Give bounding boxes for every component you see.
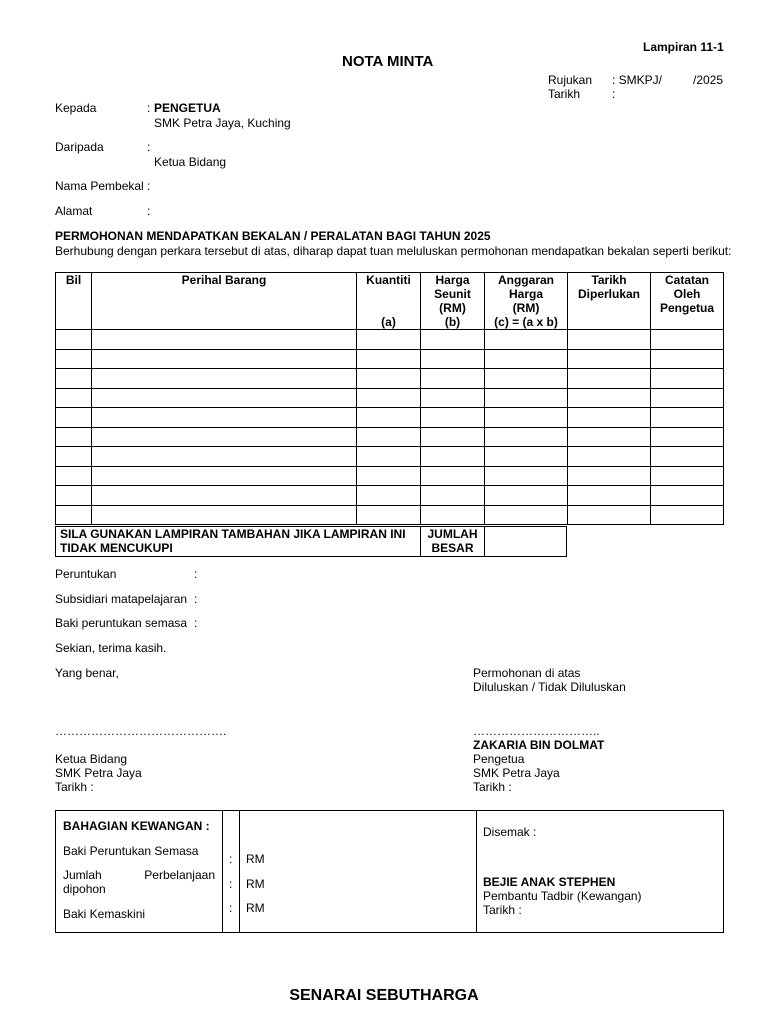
left-role: Ketua Bidang (55, 752, 128, 766)
ref-value: : SMKPJ/ (612, 73, 663, 87)
from-colon: : (147, 140, 151, 154)
table-row (56, 427, 724, 447)
table-cell[interactable] (92, 388, 357, 408)
table-cell[interactable] (56, 486, 92, 506)
table-cell[interactable] (485, 447, 568, 467)
table-cell[interactable] (92, 349, 357, 369)
table-cell[interactable] (357, 505, 421, 525)
table-row (56, 486, 724, 506)
finance-section (55, 810, 724, 933)
subsidiary-label: Subsidiari matapelajaran (55, 592, 188, 606)
table-cell[interactable] (651, 466, 724, 486)
table-cell[interactable] (568, 388, 651, 408)
table-row (56, 447, 724, 467)
signature-line-left: ……………………………………. (55, 724, 227, 738)
items-table (55, 272, 724, 525)
table-cell[interactable] (421, 505, 485, 525)
table-cell[interactable] (92, 466, 357, 486)
table-cell[interactable] (92, 369, 357, 389)
table-cell[interactable] (56, 466, 92, 486)
balance-colon: : (194, 616, 198, 630)
officer-date: Tarikh : (483, 903, 522, 917)
balance-label: Baki peruntukan semasa (55, 616, 188, 630)
grand-total-value[interactable] (485, 527, 567, 557)
table-cell[interactable] (56, 408, 92, 428)
principal-name: ZAKARIA BIN DOLMAT (473, 738, 605, 752)
table-cell[interactable] (357, 447, 421, 467)
table-cell[interactable] (92, 447, 357, 467)
ref-year: /2025 (693, 73, 724, 87)
address-label: Alamat (55, 204, 93, 218)
table-cell[interactable] (421, 408, 485, 428)
principal-school: SMK Petra Jaya (473, 766, 560, 780)
table-cell[interactable] (56, 330, 92, 350)
col-item: Perihal Barang (92, 273, 357, 330)
to-colon: : (147, 101, 151, 115)
approval-text-2: Diluluskan / Tidak Diluluskan (473, 680, 626, 694)
table-cell[interactable] (357, 369, 421, 389)
table-cell[interactable] (651, 486, 724, 506)
from-name: Ketua Bidang (154, 155, 227, 169)
table-cell[interactable] (568, 330, 651, 350)
table-cell[interactable] (568, 427, 651, 447)
officer-role: Pembantu Tadbir (Kewangan) (483, 889, 642, 903)
col-unit-price: Harga Seunit (RM) (b) (421, 273, 485, 330)
table-cell[interactable] (485, 388, 568, 408)
table-cell[interactable] (421, 330, 485, 350)
table-cell[interactable] (357, 427, 421, 447)
address-colon: : (147, 204, 151, 218)
finance-requested-amount: Jumlah Perbelanjaan dipohon (63, 868, 215, 896)
grand-total-label: JUMLAH BESAR (421, 527, 485, 557)
table-row (56, 388, 724, 408)
date-label: Tarikh (548, 87, 581, 101)
from-label: Daripada (55, 140, 104, 154)
finance-colon-2: : (229, 877, 233, 891)
page-title: NOTA MINTA (342, 53, 434, 70)
table-cell[interactable] (92, 408, 357, 428)
to-name: PENGETUA (154, 101, 221, 115)
allocation-label: Peruntukan (55, 567, 117, 581)
finance-rm-3: RM (246, 901, 265, 915)
table-cell[interactable] (485, 369, 568, 389)
table-cell[interactable] (651, 447, 724, 467)
table-cell[interactable] (421, 427, 485, 447)
items-header-row (56, 273, 724, 330)
date-colon: : (612, 87, 616, 101)
supplier-label: Nama Pembekal (55, 179, 144, 193)
footer-note: SILA GUNAKAN LAMPIRAN TAMBAHAN JIKA LAMPIRAN INI TIDAK MENCUKUPI (56, 527, 421, 557)
table-cell[interactable] (357, 466, 421, 486)
table-cell[interactable] (485, 349, 568, 369)
col-bil: Bil (56, 273, 92, 330)
signature-line-right: ………………………….. (473, 724, 600, 738)
to-address: SMK Petra Jaya, Kuching (154, 116, 291, 130)
table-cell[interactable] (56, 388, 92, 408)
table-cell[interactable] (568, 505, 651, 525)
table-row (56, 466, 724, 486)
table-cell[interactable] (485, 466, 568, 486)
table-cell[interactable] (568, 369, 651, 389)
table-cell[interactable] (651, 505, 724, 525)
left-date: Tarikh : (55, 780, 94, 794)
table-cell[interactable] (92, 486, 357, 506)
regards-text: Yang benar, (55, 666, 119, 680)
table-cell[interactable] (92, 427, 357, 447)
table-cell[interactable] (357, 388, 421, 408)
request-body: Berhubung dengan perkara tersebut di atas, diharap dapat tuan meluluskan permohonan mendapatkan bekalan seperti berikut: (55, 244, 732, 258)
table-cell[interactable] (568, 349, 651, 369)
principal-date: Tarikh : (473, 780, 512, 794)
table-cell[interactable] (651, 408, 724, 428)
table-cell[interactable] (421, 349, 485, 369)
appendix-label: Lampiran 11-1 (643, 40, 724, 54)
table-cell[interactable] (651, 427, 724, 447)
finance-colon-3: : (229, 901, 233, 915)
finance-current-balance: Baki Peruntukan Semasa (63, 844, 199, 858)
table-cell[interactable] (485, 486, 568, 506)
col-quantity: Kuantiti (a) (357, 273, 421, 330)
principal-role: Pengetua (473, 752, 525, 766)
table-cell[interactable] (56, 505, 92, 525)
table-cell[interactable] (568, 486, 651, 506)
finance-rm-1: RM (246, 852, 265, 866)
table-cell[interactable] (568, 408, 651, 428)
next-page-title: SENARAI SEBUTHARGA (289, 987, 479, 1004)
table-cell[interactable] (568, 466, 651, 486)
table-cell[interactable] (56, 447, 92, 467)
table-cell[interactable] (357, 408, 421, 428)
table-cell[interactable] (56, 349, 92, 369)
allocation-colon: : (194, 567, 198, 581)
table-row (56, 330, 724, 350)
table-cell[interactable] (56, 369, 92, 389)
table-cell[interactable] (357, 486, 421, 506)
table-cell[interactable] (651, 349, 724, 369)
finance-colon-1: : (229, 852, 233, 866)
thanks-text: Sekian, terima kasih. (55, 641, 167, 655)
table-cell[interactable] (421, 466, 485, 486)
col-date-needed: Tarikh Diperlukan (568, 273, 651, 330)
table-cell[interactable] (421, 388, 485, 408)
table-cell[interactable] (56, 427, 92, 447)
table-cell[interactable] (357, 330, 421, 350)
finance-updated-balance: Baki Kemaskini (63, 907, 146, 921)
checked-label: Disemak : (483, 825, 537, 839)
to-label: Kepada (55, 101, 97, 115)
table-row (56, 505, 724, 525)
supplier-colon: : (147, 179, 151, 193)
finance-rm-2: RM (246, 877, 265, 891)
table-cell[interactable] (421, 486, 485, 506)
table-cell[interactable] (485, 408, 568, 428)
table-cell[interactable] (421, 369, 485, 389)
table-cell[interactable] (485, 330, 568, 350)
table-cell[interactable] (651, 330, 724, 350)
table-cell[interactable] (357, 349, 421, 369)
table-cell[interactable] (421, 447, 485, 467)
table-cell[interactable] (568, 447, 651, 467)
items-footer (55, 526, 567, 557)
col-estimated-price: Anggaran Harga (RM) (c) = (a x b) (485, 273, 568, 330)
col-principal-note: Catatan Oleh Pengetua (651, 273, 724, 330)
table-cell[interactable] (92, 330, 357, 350)
left-school: SMK Petra Jaya (55, 766, 142, 780)
officer-name: BEJIE ANAK STEPHEN (483, 875, 616, 889)
table-row (56, 408, 724, 428)
approval-text-1: Permohonan di atas (473, 666, 581, 680)
ref-label: Rujukan (548, 73, 593, 87)
table-cell[interactable] (651, 369, 724, 389)
table-cell[interactable] (485, 505, 568, 525)
table-row (56, 369, 724, 389)
request-heading: PERMOHONAN MENDAPATKAN BEKALAN / PERALATAN BAGI TAHUN 2025 (55, 229, 491, 243)
items-body (56, 330, 724, 525)
table-cell[interactable] (485, 427, 568, 447)
finance-heading: BAHAGIAN KEWANGAN : (63, 819, 210, 833)
table-cell[interactable] (651, 388, 724, 408)
subsidiary-colon: : (194, 592, 198, 606)
table-cell[interactable] (92, 505, 357, 525)
table-row (56, 349, 724, 369)
